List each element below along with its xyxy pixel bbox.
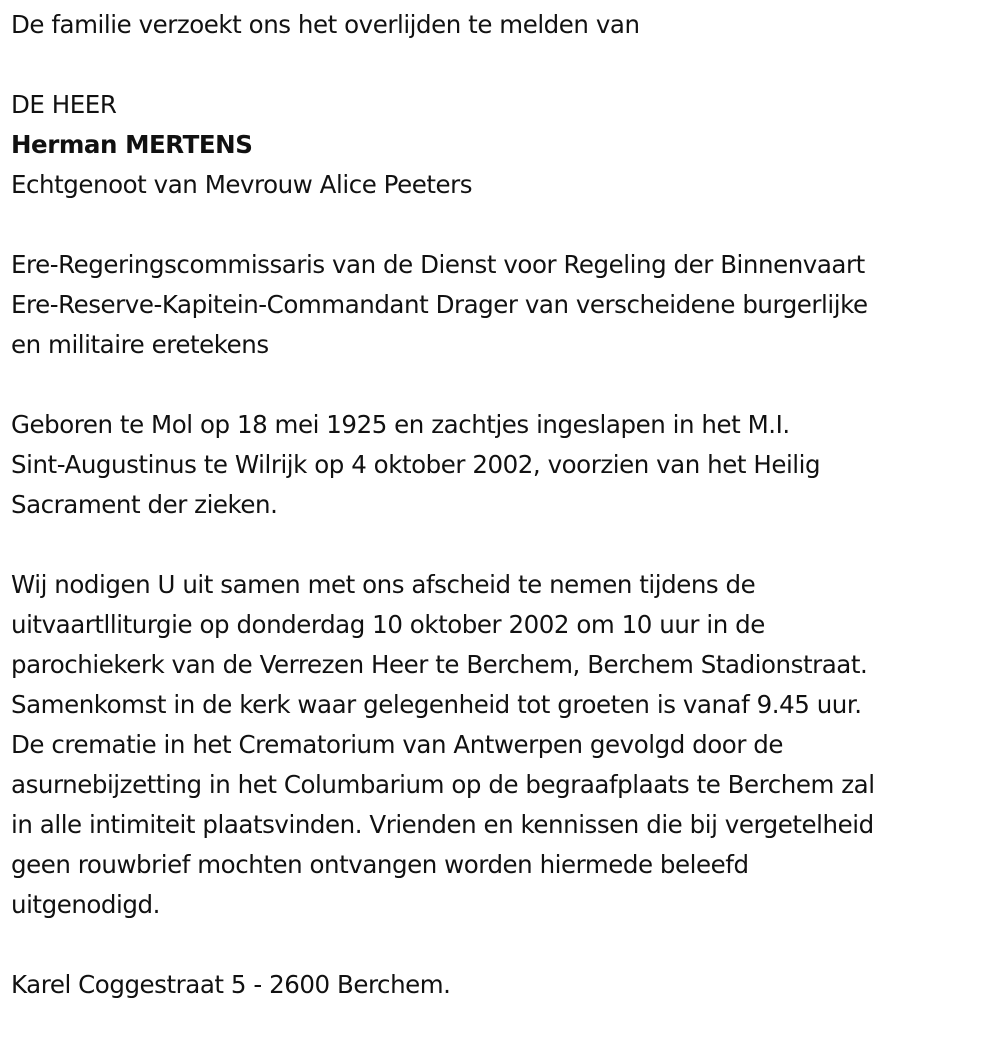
invitation-line: De crematie in het Crematorium van Antwerpen gevolgd door de <box>11 730 784 759</box>
honorific: DE HEER <box>11 90 117 119</box>
titles-line: en militaire eretekens <box>11 330 269 359</box>
invitation-line: Wij nodigen U uit samen met ons afscheid te nemen tijdens de <box>11 570 756 599</box>
invitation-line: in alle intimiteit plaatsvinden. Vrienden en kennissen die bij vergetelheid <box>11 810 874 839</box>
spacer <box>11 525 996 565</box>
spacer <box>11 45 996 85</box>
invitation-line: asurnebijzetting in het Columbarium op de begraafplaats te Berchem zal <box>11 770 875 799</box>
address-text: Karel Coggestraat 5 - 2600 Berchem. <box>11 970 451 999</box>
death-notice <box>11 5 996 1005</box>
titles-line: Ere-Regeringscommissaris van de Dienst voor Regeling der Binnenvaart <box>11 250 865 279</box>
deceased-name: Herman MERTENS <box>11 130 253 159</box>
invitation-line: parochiekerk van de Verrezen Heer te Berchem, Berchem Stadionstraat. <box>11 650 868 679</box>
invitation-line: geen rouwbrief mochten ontvangen worden hiermede beleefd <box>11 850 749 879</box>
invitation-line: uitvaartlliturgie op donderdag 10 oktober 2002 om 10 uur in de <box>11 610 765 639</box>
spacer <box>11 925 996 965</box>
spacer <box>11 205 996 245</box>
birth-line: Sacrament der zieken. <box>11 490 278 519</box>
invitation-line: Samenkomst in de kerk waar gelegenheid tot groeten is vanaf 9.45 uur. <box>11 690 862 719</box>
spacer <box>11 365 996 405</box>
birth-line: Sint-Augustinus te Wilrijk op 4 oktober 2002, voorzien van het Heilig <box>11 450 821 479</box>
spouse-text: Echtgenoot van Mevrouw Alice Peeters <box>11 170 473 199</box>
titles-line: Ere-Reserve-Kapitein-Commandant Drager van verscheidene burgerlijke <box>11 290 868 319</box>
invitation-line: uitgenodigd. <box>11 890 160 919</box>
birth-line: Geboren te Mol op 18 mei 1925 en zachtjes ingeslapen in het M.I. <box>11 410 790 439</box>
intro-text: De familie verzoekt ons het overlijden te melden van <box>11 10 640 39</box>
